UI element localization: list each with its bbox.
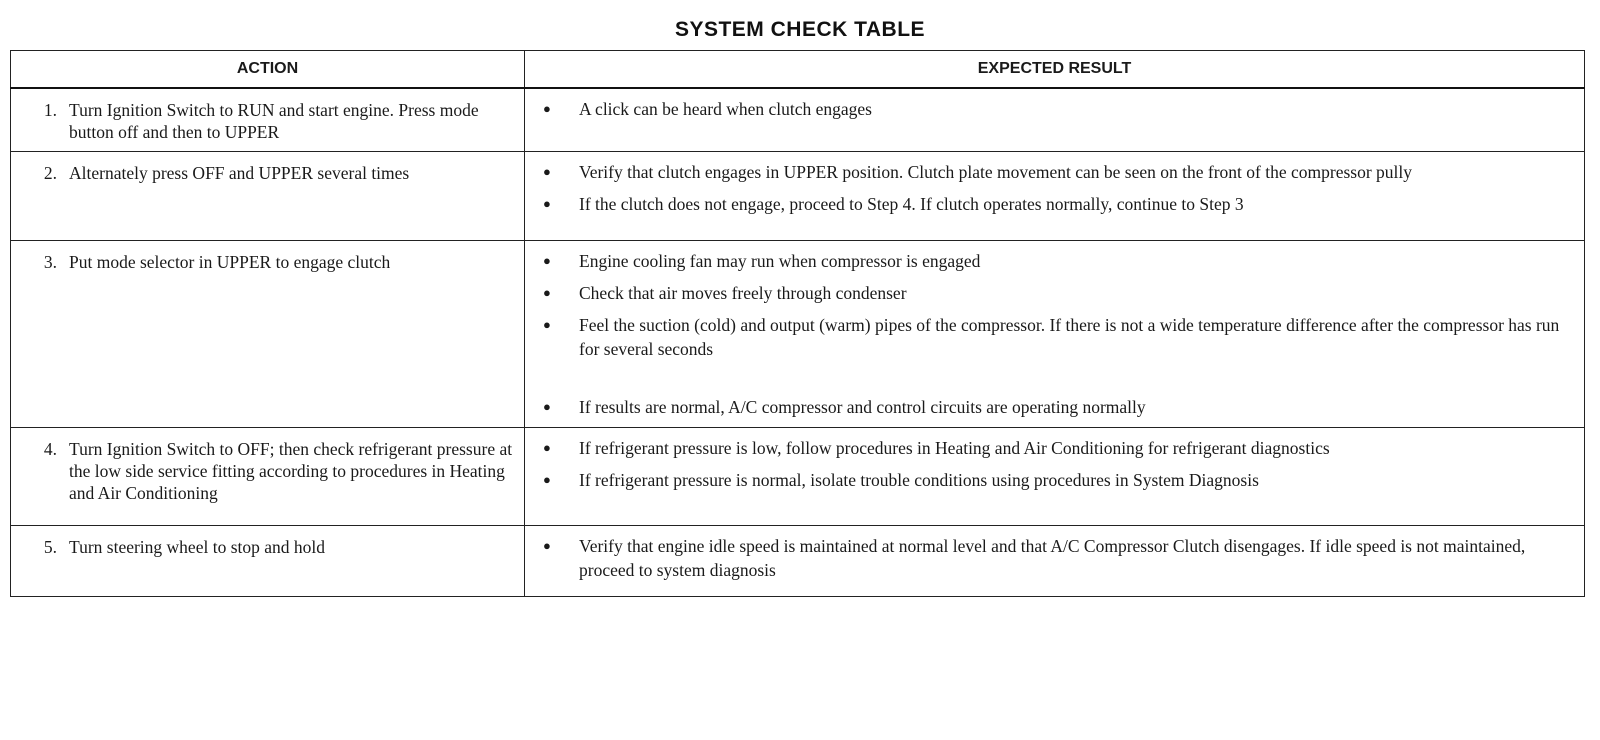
action-text: Turn steering wheel to stop and hold — [69, 537, 325, 557]
table-row — [11, 152, 1585, 241]
step-number: 2. — [43, 163, 57, 183]
action-text: Put mode selector in UPPER to engage clutch — [69, 252, 391, 272]
table-row — [11, 428, 1585, 526]
table-row — [11, 88, 1585, 152]
step-number: 5. — [43, 537, 57, 557]
result-cell — [525, 428, 1585, 526]
result-cell — [525, 241, 1585, 428]
bullet-icon: ● — [543, 440, 551, 455]
bullet-icon: ● — [543, 285, 551, 300]
table-title: SYSTEM CHECK TABLE — [674, 18, 926, 41]
result-item — [539, 468, 1572, 492]
result-text: A click can be heard when clutch engages — [579, 99, 872, 119]
bullet-icon: ● — [543, 164, 551, 179]
result-text: If results are normal, A/C compressor and control circuits are operating normally — [579, 397, 1146, 417]
bullet-icon: ● — [543, 399, 551, 414]
bullet-icon: ● — [543, 317, 551, 332]
action-cell — [11, 526, 525, 597]
result-text: Check that air moves freely through condenser — [579, 283, 907, 303]
table-row — [11, 526, 1585, 597]
result-item — [539, 160, 1572, 184]
result-text: Verify that clutch engages in UPPER position. Clutch plate movement can be seen on the front of the compressor pully — [579, 162, 1413, 182]
bullet-icon: ● — [543, 538, 551, 553]
result-text: Feel the suction (cold) and output (warm) pipes of the compressor. If there is not a wide temperature difference after the compressor has run for several seconds — [579, 315, 1560, 359]
bullet-icon: ● — [543, 253, 551, 268]
action-cell — [11, 88, 525, 152]
step-number: 4. — [43, 439, 57, 459]
result-cell — [525, 88, 1585, 152]
action-text: Turn Ignition Switch to RUN and start engine. Press mode button off and then to UPPER — [69, 100, 479, 142]
bullet-icon: ● — [543, 101, 551, 116]
table-row — [11, 241, 1585, 428]
action-cell — [11, 152, 525, 241]
result-item — [539, 249, 1572, 273]
result-cell — [525, 526, 1585, 597]
header-row — [11, 51, 1585, 89]
result-item — [539, 97, 1572, 121]
result-item — [539, 192, 1572, 216]
result-item — [539, 395, 1572, 419]
action-cell — [11, 428, 525, 526]
expected-result-column-header: EXPECTED RESULT — [525, 51, 1585, 89]
action-text: Turn Ignition Switch to OFF; then check refrigerant pressure at the low side service fitting according to procedures in Heating and Air Conditioning — [69, 439, 513, 503]
result-text: If the clutch does not engage, proceed to Step 4. If clutch operates normally, continue to Step 3 — [579, 194, 1244, 214]
result-cell — [525, 152, 1585, 241]
result-item — [539, 313, 1572, 361]
result-text: If refrigerant pressure is low, follow procedures in Heating and Air Conditioning for refrigerant diagnostics — [579, 438, 1330, 458]
result-text: Verify that engine idle speed is maintained at normal level and that A/C Compressor Clutch disengages. If idle speed is not maintained, proceed to system diagnosis — [579, 536, 1526, 580]
result-item — [539, 534, 1572, 582]
result-text: Engine cooling fan may run when compressor is engaged — [579, 251, 981, 271]
system-check-table — [10, 50, 1585, 597]
result-item — [539, 281, 1572, 305]
step-number: 1. — [43, 100, 57, 120]
bullet-icon: ● — [543, 196, 551, 211]
action-cell — [11, 241, 525, 428]
step-number: 3. — [43, 252, 57, 272]
action-column-header: ACTION — [11, 51, 525, 89]
action-text: Alternately press OFF and UPPER several times — [69, 163, 410, 183]
result-item — [539, 436, 1572, 460]
bullet-icon: ● — [543, 472, 551, 487]
result-text: If refrigerant pressure is normal, isolate trouble conditions using procedures in System Diagnosis — [579, 470, 1259, 490]
